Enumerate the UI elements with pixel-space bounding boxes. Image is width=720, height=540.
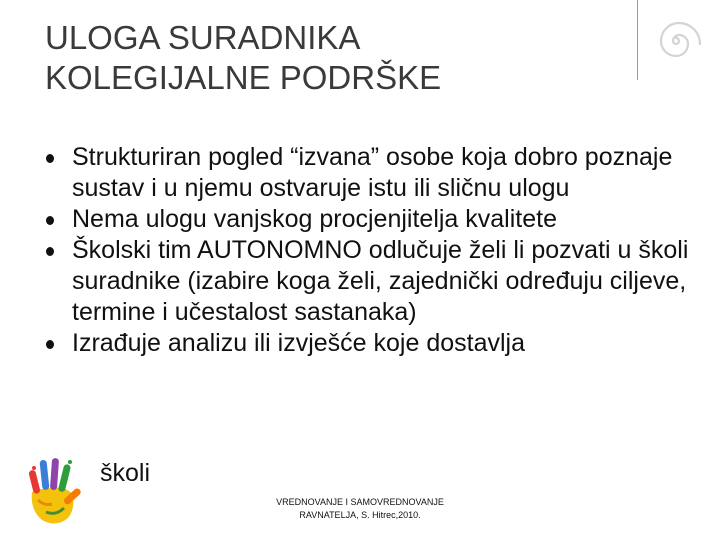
bullet-text: Školski tim AUTONOMNO odlučuje želi li pozvati u školi suradnike (izabire koga želi, zajednički određuju ciljeve, termine i učestalost sastanaka)	[72, 236, 689, 326]
bullet-dot-icon	[46, 216, 54, 225]
bullet-item	[40, 235, 700, 328]
bullet-dot-icon	[46, 340, 54, 349]
bullet-text: Strukturiran pogled “izvana” osobe koja dobro poznaje sustav i u njemu ostvaruje istu ili sličnu ulogu	[72, 143, 673, 202]
corner-divider	[637, 0, 638, 80]
bullet-item	[40, 204, 700, 235]
bullet-item	[40, 142, 700, 204]
bullet-continuation: školi	[100, 459, 151, 487]
slide-title-line-2: KOLEGIJALNE PODRŠKE	[45, 59, 442, 96]
bullet-dot-icon	[46, 154, 54, 163]
spiral-icon	[645, 10, 707, 72]
footer-line-1: VREDNOVANJE I SAMOVREDNOVANJE	[276, 497, 444, 507]
slide-title-line-1: ULOGA SURADNIKA	[45, 19, 361, 56]
footer-line-2: RAVNATELJA, S. Hitrec,2010.	[299, 510, 421, 520]
bullet-list	[40, 142, 700, 359]
bullet-text: Nema ulogu vanjskog procjenjitelja kvalitete	[72, 205, 557, 233]
painted-hand-icon	[22, 448, 86, 528]
bullet-item	[40, 328, 700, 359]
bullet-text: Izrađuje analizu ili izvješće koje dostavlja	[72, 329, 526, 357]
slide-title	[45, 18, 605, 98]
bullet-dot-icon	[46, 247, 54, 256]
slide-footer	[250, 496, 470, 522]
